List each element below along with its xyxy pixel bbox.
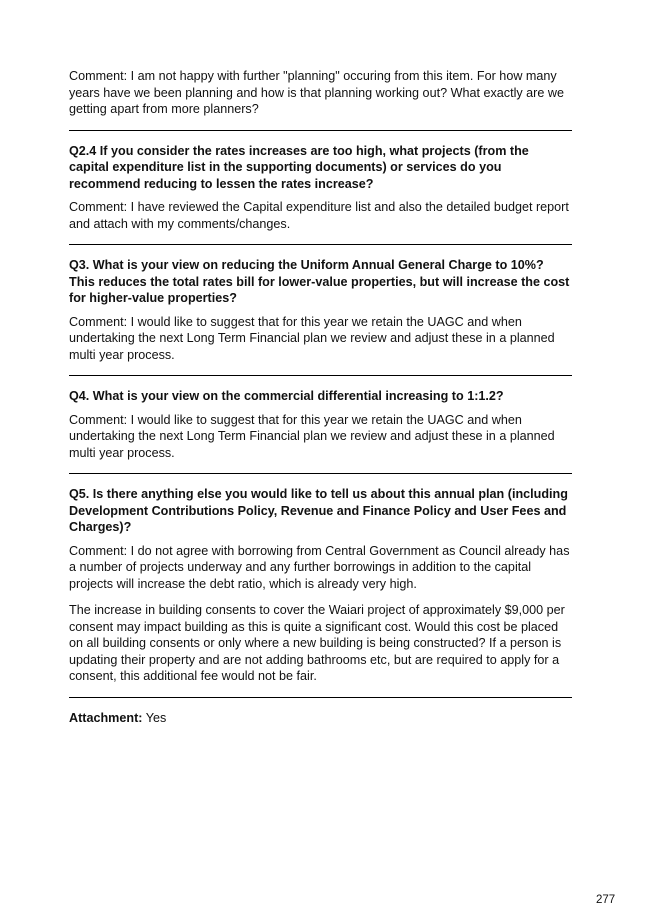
comment-q4: Comment: I would like to suggest that for this year we retain the UAGC and when undertaking the next Long Term Financial plan we review and adjust these in a planned multi year process.: [69, 412, 555, 460]
comment-q2-4: Comment: I have reviewed the Capital expenditure list and also the detailed budget report and attach with my comments/changes.: [69, 200, 569, 231]
question-section-q4: [69, 388, 572, 461]
comment-q5-continued: The increase in building consents to cover the Waiari project of approximately $9,000 per consent may impact building as this is quite a significant cost. Would this cost be placed on all building consents or only where a new building is being constructed? If a person is updating their property and are not adding bathrooms etc, but are required to apply for a consent, this additional fee would not be fair.: [69, 603, 565, 683]
section-divider: [69, 697, 572, 698]
submission-content: [69, 68, 572, 726]
attachment-value: Yes: [145, 710, 167, 725]
question-q2-4: Q2.4 If you consider the rates increases are too high, what projects (from the capital expenditure list in the supporting documents) or services do you recommend reducing to lessen the rates increase?: [69, 143, 529, 191]
section-divider: [69, 244, 572, 245]
question-section-q3: [69, 257, 572, 363]
section-divider: [69, 473, 572, 474]
attachment-label: Attachment:: [69, 710, 143, 725]
question-q4: Q4. What is your view on the commercial differential increasing to 1:1.2?: [69, 389, 504, 403]
question-section-q2-4: [69, 143, 572, 233]
page-number: 277: [596, 894, 616, 906]
question-section-q5: [69, 486, 572, 685]
section-divider: [69, 375, 572, 376]
attachment-line: [69, 710, 572, 727]
comment-q3: Comment: I would like to suggest that for this year we retain the UAGC and when undertaking the next Long Term Financial plan we review and adjust these in a planned multi year process.: [69, 314, 555, 362]
section-divider: [69, 130, 572, 131]
comment-q5: Comment: I do not agree with borrowing from Central Government as Council already has a number of projects underway and any further borrowings in addition to the capital projects will increase the debt ratio, which is already very high.: [69, 543, 570, 591]
top-comment: Comment: I am not happy with further "planning" occuring from this item. For how many years have we been planning and how is that planning working out? What exactly are we getting apart from more planners?: [69, 69, 564, 116]
question-q5: Q5. Is there anything else you would like to tell us about this annual plan (including Development Contributions Policy, Revenue and Finance Policy and User Fees and Charges)?: [69, 487, 568, 534]
question-q3: Q3. What is your view on reducing the Uniform Annual General Charge to 10%? This reduces the total rates bill for lower-value properties, but will increase the cost for higher-value properties?: [69, 258, 570, 305]
